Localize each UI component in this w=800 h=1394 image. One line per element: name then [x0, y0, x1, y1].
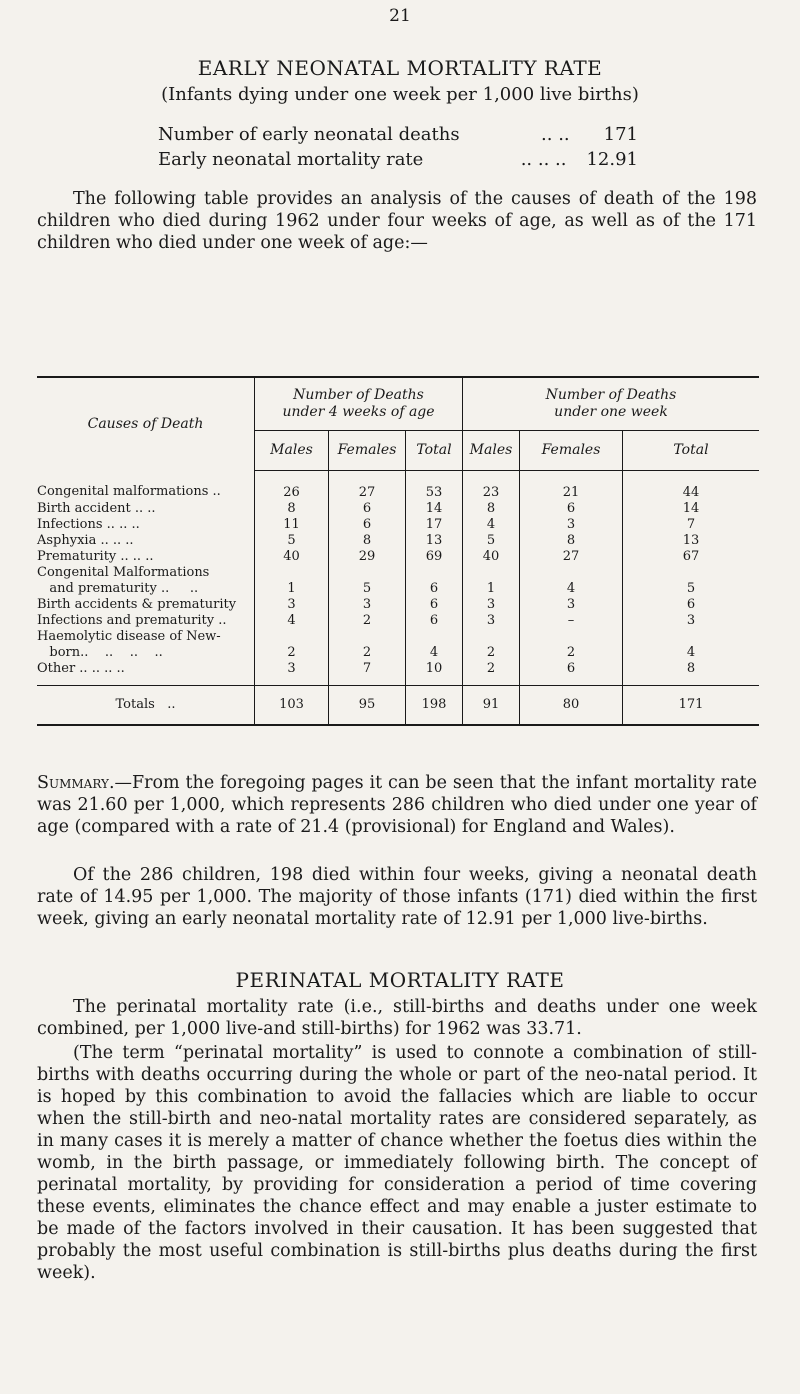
cell-value: 4: [463, 517, 520, 533]
cell-value: 3: [686, 612, 696, 628]
cell-value: 6: [520, 501, 623, 517]
header-causes: Causes of Death: [37, 378, 255, 470]
cell-value: 3: [255, 597, 329, 613]
cell-value: 1: [255, 581, 329, 597]
summary-label: Summary: [37, 773, 109, 793]
row-cause: born.. .. .. ..: [37, 645, 255, 661]
cell-value: 8: [520, 533, 623, 549]
table-row: [37, 565, 759, 581]
total-value: 80: [520, 685, 623, 724]
stat-value: 12.91: [586, 149, 638, 170]
cell-value: 14: [682, 500, 700, 516]
total-value: 198: [406, 685, 463, 724]
cell-value: 53: [406, 470, 463, 501]
page-number: 21: [389, 6, 411, 26]
section-title-perinatal: PERINATAL MORTALITY RATE: [235, 968, 565, 992]
cell-value: 5: [255, 533, 329, 549]
header-group-1week: [463, 378, 760, 431]
stat-label: Early neonatal mortality rate: [158, 149, 424, 170]
row-cause: Other .. .. .. ..: [37, 661, 255, 686]
cell-value: 1: [463, 581, 520, 597]
stat-label: Number of early neonatal deaths: [158, 124, 460, 145]
totals-label: Totals ..: [37, 685, 255, 724]
cell-value: 40: [463, 549, 520, 565]
cell-value: 69: [406, 549, 463, 565]
cell-value: 6: [406, 581, 463, 597]
header-males: Males: [255, 431, 329, 470]
cell-value: [463, 565, 520, 581]
cell-value: 3: [463, 613, 520, 629]
cell-value: 8: [463, 501, 520, 517]
cell-value: 26: [255, 470, 329, 501]
header-group-4weeks-line2: under 4 weeks of age: [282, 404, 435, 421]
stat-dots: .. ..: [541, 124, 570, 145]
cell-value: 27: [520, 549, 623, 565]
intro-paragraph: The following table provides an analysis of the causes of death of the 198 children who died during 1962 under four weeks of age, as well as of the 171 children who died under one week of age:—: [37, 189, 757, 253]
cell-value: 8: [686, 660, 696, 676]
summary-paragraph-2: Of the 286 children, 198 died within four weeks, giving a neonatal death rate of 14.95 per 1,000. The majority of those infants (171) died within the first week, giving an early neonatal mortality rate of 12.91 per 1,000 live-births.: [37, 865, 757, 929]
cell-value: 6: [406, 613, 463, 629]
header-group-4weeks: [255, 378, 463, 431]
cell-value: 2: [329, 645, 406, 661]
cell-value: [520, 629, 623, 645]
table-row: [37, 629, 759, 645]
cell-value: 67: [682, 548, 700, 564]
cell-value: 3: [329, 597, 406, 613]
cell-value: 3: [255, 661, 329, 686]
header-males: Males: [463, 431, 520, 470]
cell-value: 13: [682, 532, 700, 548]
row-cause: Infections .. .. ..: [37, 517, 255, 533]
row-cause: and prematurity .. ..: [37, 581, 255, 597]
totals-row: [37, 685, 759, 724]
header-group-1week-line2: under one week: [554, 404, 668, 421]
table-row: [37, 533, 759, 549]
table-row: [37, 581, 759, 597]
cell-value: [406, 565, 463, 581]
cell-value: 6: [406, 597, 463, 613]
header-group-4weeks-line1: Number of Deaths: [293, 387, 424, 404]
cell-value: 21: [520, 470, 623, 501]
cell-value: [255, 629, 329, 645]
summary-text: .—From the foregoing pages it can be seen that the infant mortality rate was 21.60 per 1,000, which represents 286 children who died under one year of age (compared with a rate of 21.4 (provisional) for England and Wales).: [37, 773, 757, 837]
cell-value: 11: [255, 517, 329, 533]
cell-value: 5: [463, 533, 520, 549]
header-group-1week-line1: Number of Deaths: [545, 387, 677, 404]
perinatal-paragraph-1: The perinatal mortality rate (i.e., still-births and deaths under one week combined, per 1,000 live-and still-births) for 1962 was 33.71.: [37, 997, 757, 1039]
section-title-early-neonatal: EARLY NEONATAL MORTALITY RATE: [197, 56, 603, 80]
section-subtitle-early-neonatal: (Infants dying under one week per 1,000 live births): [161, 84, 639, 105]
table-row: [37, 470, 759, 501]
cell-value: 6: [686, 596, 696, 612]
cell-value: 4: [520, 581, 623, 597]
header-females: Females: [520, 431, 623, 470]
cell-value: [520, 565, 623, 581]
cell-value: 5: [329, 581, 406, 597]
cell-value: 6: [329, 517, 406, 533]
table-bottom-rule: [37, 724, 759, 726]
cell-value: 5: [686, 580, 696, 596]
total-value: 91: [463, 685, 520, 724]
table-row: [37, 517, 759, 533]
cell-value: [255, 565, 329, 581]
cell-value: 4: [406, 645, 463, 661]
row-cause: Congenital malformations ..: [37, 470, 255, 501]
table-row: [37, 549, 759, 565]
cell-value: 13: [406, 533, 463, 549]
cell-value: [623, 629, 760, 645]
table-row: [37, 613, 759, 629]
cell-value: 7: [686, 516, 696, 532]
cell-value: 8: [255, 501, 329, 517]
table-row: [37, 645, 759, 661]
cell-value: 8: [329, 533, 406, 549]
cell-value: 6: [520, 661, 623, 686]
cell-value: 4: [686, 644, 696, 660]
row-cause: Infections and prematurity ..: [37, 613, 255, 629]
cell-value: [623, 565, 760, 581]
cell-value: 2: [520, 645, 623, 661]
cell-value: [329, 629, 406, 645]
cell-value: 14: [406, 501, 463, 517]
header-total: Total: [623, 431, 760, 470]
cell-value: 2: [463, 645, 520, 661]
cell-value: 29: [329, 549, 406, 565]
row-cause: Birth accidents & prematurity: [37, 597, 255, 613]
cell-value: 7: [329, 661, 406, 686]
cell-value: 10: [406, 661, 463, 686]
cell-value: [329, 565, 406, 581]
table-row: [37, 501, 759, 517]
data-table: [37, 378, 759, 724]
header-total: Total: [406, 431, 463, 470]
stat-line-rate: [158, 149, 638, 170]
stat-value: 171: [603, 124, 638, 145]
cell-value: 3: [463, 597, 520, 613]
cell-value: –: [520, 613, 623, 629]
cell-value: 3: [520, 517, 623, 533]
total-value: 171: [623, 685, 760, 724]
cell-value: 2: [329, 613, 406, 629]
table-row: [37, 597, 759, 613]
row-cause: Congenital Malformations: [37, 565, 255, 581]
cell-value: 17: [406, 517, 463, 533]
perinatal-paragraph-2: (The term “perinatal mortality” is used to connote a combination of still-births with deaths occurring during the whole or part of the neo-natal period. It is hoped by this combination to avoid the fallacies which are liable to occur when the still-birth and neo-natal mortality rates are considered separately, as in many cases it is merely a matter of chance whether the foetus dies within the womb, in the birth passage, or immediately following birth. The concept of perinatal mortality, by providing for consideration a period of time covering these events, eliminates the chance effect and may enable a juster estimate to be made of the factors involved in their causation. It has been suggested that probably the most useful combination is still-births plus deaths during the first week).: [37, 1043, 757, 1283]
cell-value: 3: [520, 597, 623, 613]
total-value: 95: [329, 685, 406, 724]
causes-of-death-table: [37, 376, 759, 726]
cell-value: 44: [682, 484, 700, 500]
cell-value: 23: [463, 470, 520, 501]
cell-value: 2: [255, 645, 329, 661]
row-cause: Birth accident .. ..: [37, 501, 255, 517]
cell-value: [406, 629, 463, 645]
cell-value: [463, 629, 520, 645]
header-females: Females: [329, 431, 406, 470]
cell-value: 4: [255, 613, 329, 629]
cell-value: 6: [329, 501, 406, 517]
row-cause: Haemolytic disease of New-: [37, 629, 255, 645]
summary-paragraph: [37, 772, 757, 838]
cell-value: 27: [329, 470, 406, 501]
cell-value: 40: [255, 549, 329, 565]
row-cause: Asphyxia .. .. ..: [37, 533, 255, 549]
cell-value: 2: [463, 661, 520, 686]
stat-line-deaths: [158, 124, 638, 145]
stat-dots: .. .. ..: [520, 149, 567, 170]
row-cause: Prematurity .. .. ..: [37, 549, 255, 565]
total-value: 103: [255, 685, 329, 724]
table-row: [37, 661, 759, 686]
